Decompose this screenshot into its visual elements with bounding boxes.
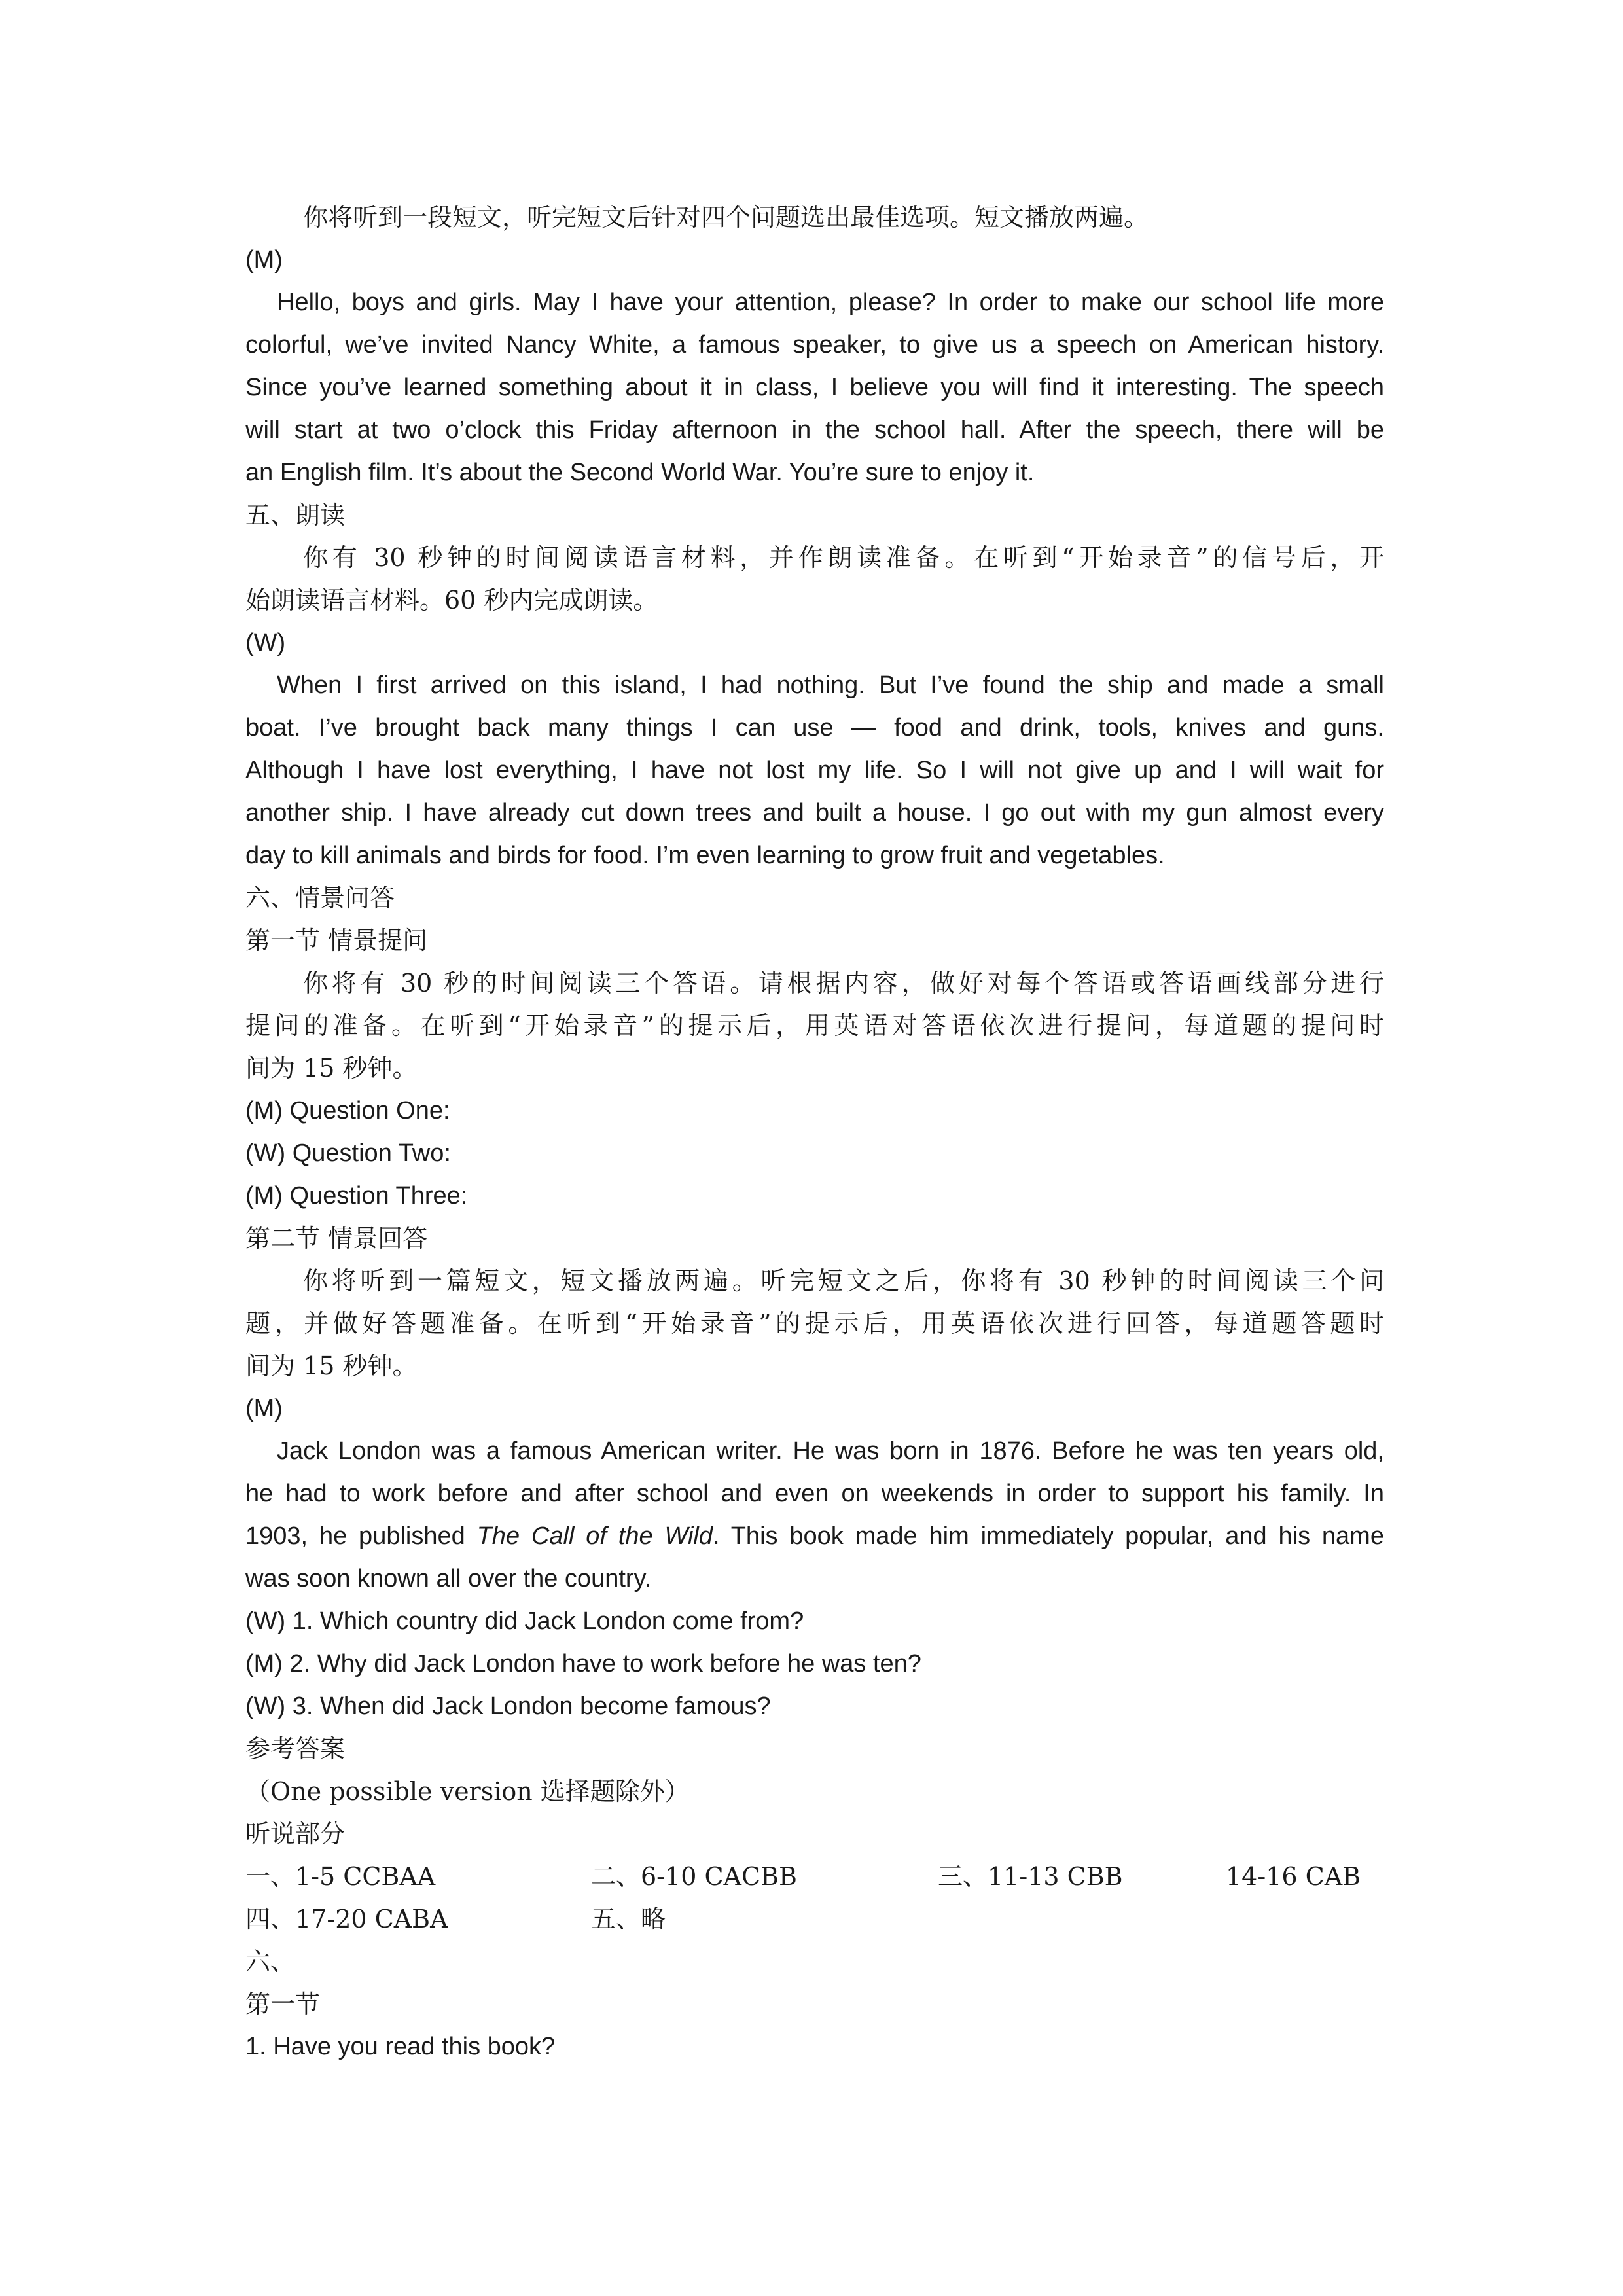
question-label: (M) Question Three: [245,1182,468,1210]
passage-line: day to kill animals and birds for food. I’m even learning to grow fruit and vegetables. [245,842,1165,869]
passage-line: he had to work before and after school and even on weekends in order to support his family. In [245,1480,1384,1507]
reading-instruction-line: 你有 30 秒钟的时间阅读语言材料，并作朗读准备。在听到“开始录音”的信号后，开 [303,543,1384,572]
speaker-label: (W) [245,629,286,656]
qa-instruction-line: 题，并做好答题准备。在听到“开始录音”的提示后，用英语依次进行回答，每道题答题时 [245,1309,1384,1338]
reading-instruction-line: 始朗读语言材料。60 秒内完成朗读。 [245,586,658,615]
qa-instruction-line: 间为 15 秒钟。 [245,1054,418,1083]
listening-passage [245,281,1384,494]
question-label: (W) 3. When did Jack London become famous? [245,1693,771,1720]
answer-cell: 二、6-10 CACBB [591,1862,797,1891]
qa-instruction-line: 提问的准备。在听到“开始录音”的提示后，用英语对答语依次进行提问，每道题的提问时 [245,1011,1384,1040]
answer-part-heading: 听说部分 [245,1820,346,1848]
listening-instruction: 你将听到一段短文，听完短文后针对四个问题选出最佳选项。短文播放两遍。 [303,203,1149,232]
qa-instruction-line: 你将有 30 秒的时间阅读三个答语。请根据内容，做好对每个答语或答语画线部分进行 [303,969,1384,997]
qa-instruction-line: 间为 15 秒钟。 [245,1352,418,1380]
answer-cell: 14-16 CAB [1226,1862,1361,1891]
passage-line: Since you’ve learned something about it in class, I believe you will find it interesting. The speech [245,374,1384,401]
answer-key-note: （One possible version 选择题除外） [245,1777,690,1806]
passage-line [245,1515,1384,1558]
passage-line: When I first arrived on this island, I had nothing. But I’ve found the ship and made a small [277,672,1384,699]
passage-line: Jack London was a famous American writer. He was born in 1876. Before he was ten years old, [277,1437,1384,1465]
passage-line: Hello, boys and girls. May I have your attention, please? In order to make our school life more [277,289,1384,316]
answer-key-heading: 参考答案 [245,1734,346,1763]
answer-subsection-heading: 第一节 [245,1990,321,2018]
passage-text: . This book made him immediately popular, and his name [713,1522,1384,1550]
passage-line: boat. I’ve brought back many things I can use — food and drink, tools, knives and guns. [245,714,1384,742]
subsection-heading: 第二节 情景回答 [245,1224,428,1253]
question-label: (M) Question One: [245,1097,450,1124]
speaker-label: (M) [245,246,283,274]
reading-passage [245,664,1384,877]
document-page [245,196,1384,2068]
qa-instruction-line: 你将听到一篇短文，短文播放两遍。听完短文之后，你将有 30 秒钟的时间阅读三个问 [303,1266,1384,1295]
subsection-heading: 第一节 情景提问 [245,926,428,955]
passage-line: an English film. It’s about the Second World War. You’re sure to enjoy it. [245,459,1035,486]
passage-line: another ship. I have already cut down trees and built a house. I go out with my gun almost every [245,799,1384,827]
section-heading-qa: 六、情景问答 [245,884,395,912]
answer-cell: 一、1-5 CCBAA [245,1862,436,1891]
answer-cell: 三、11-13 CBB [938,1862,1123,1891]
answer-cell: 五、略 [591,1905,666,1933]
answer-section-heading: 六、 [245,1947,296,1976]
passage-line: will start at two o’clock this Friday afternoon in the school hall. After the speech, there will be [245,416,1384,444]
question-label: (W) Question Two: [245,1139,451,1167]
passage-line: colorful, we’ve invited Nancy White, a famous speaker, to give us a speech on American history. [245,331,1384,359]
passage-line: Although I have lost everything, I have not lost my life. So I will not give up and I will wait for [245,757,1384,784]
passage-line: was soon known all over the country. [245,1565,652,1592]
passage-text: 1903, he published [245,1522,477,1550]
book-title: The Call of the Wild [476,1522,713,1550]
answer-grid [245,1856,1384,1941]
section-heading-reading: 五、朗读 [245,501,346,529]
answer-line: 1. Have you read this book? [245,2033,556,2060]
jack-london-passage [245,1430,1384,1600]
answer-cell: 四、17-20 CABA [245,1905,448,1933]
speaker-label: (M) [245,1395,283,1422]
question-label: (M) 2. Why did Jack London have to work before he was ten? [245,1650,921,1677]
question-label: (W) 1. Which country did Jack London come from? [245,1607,804,1635]
